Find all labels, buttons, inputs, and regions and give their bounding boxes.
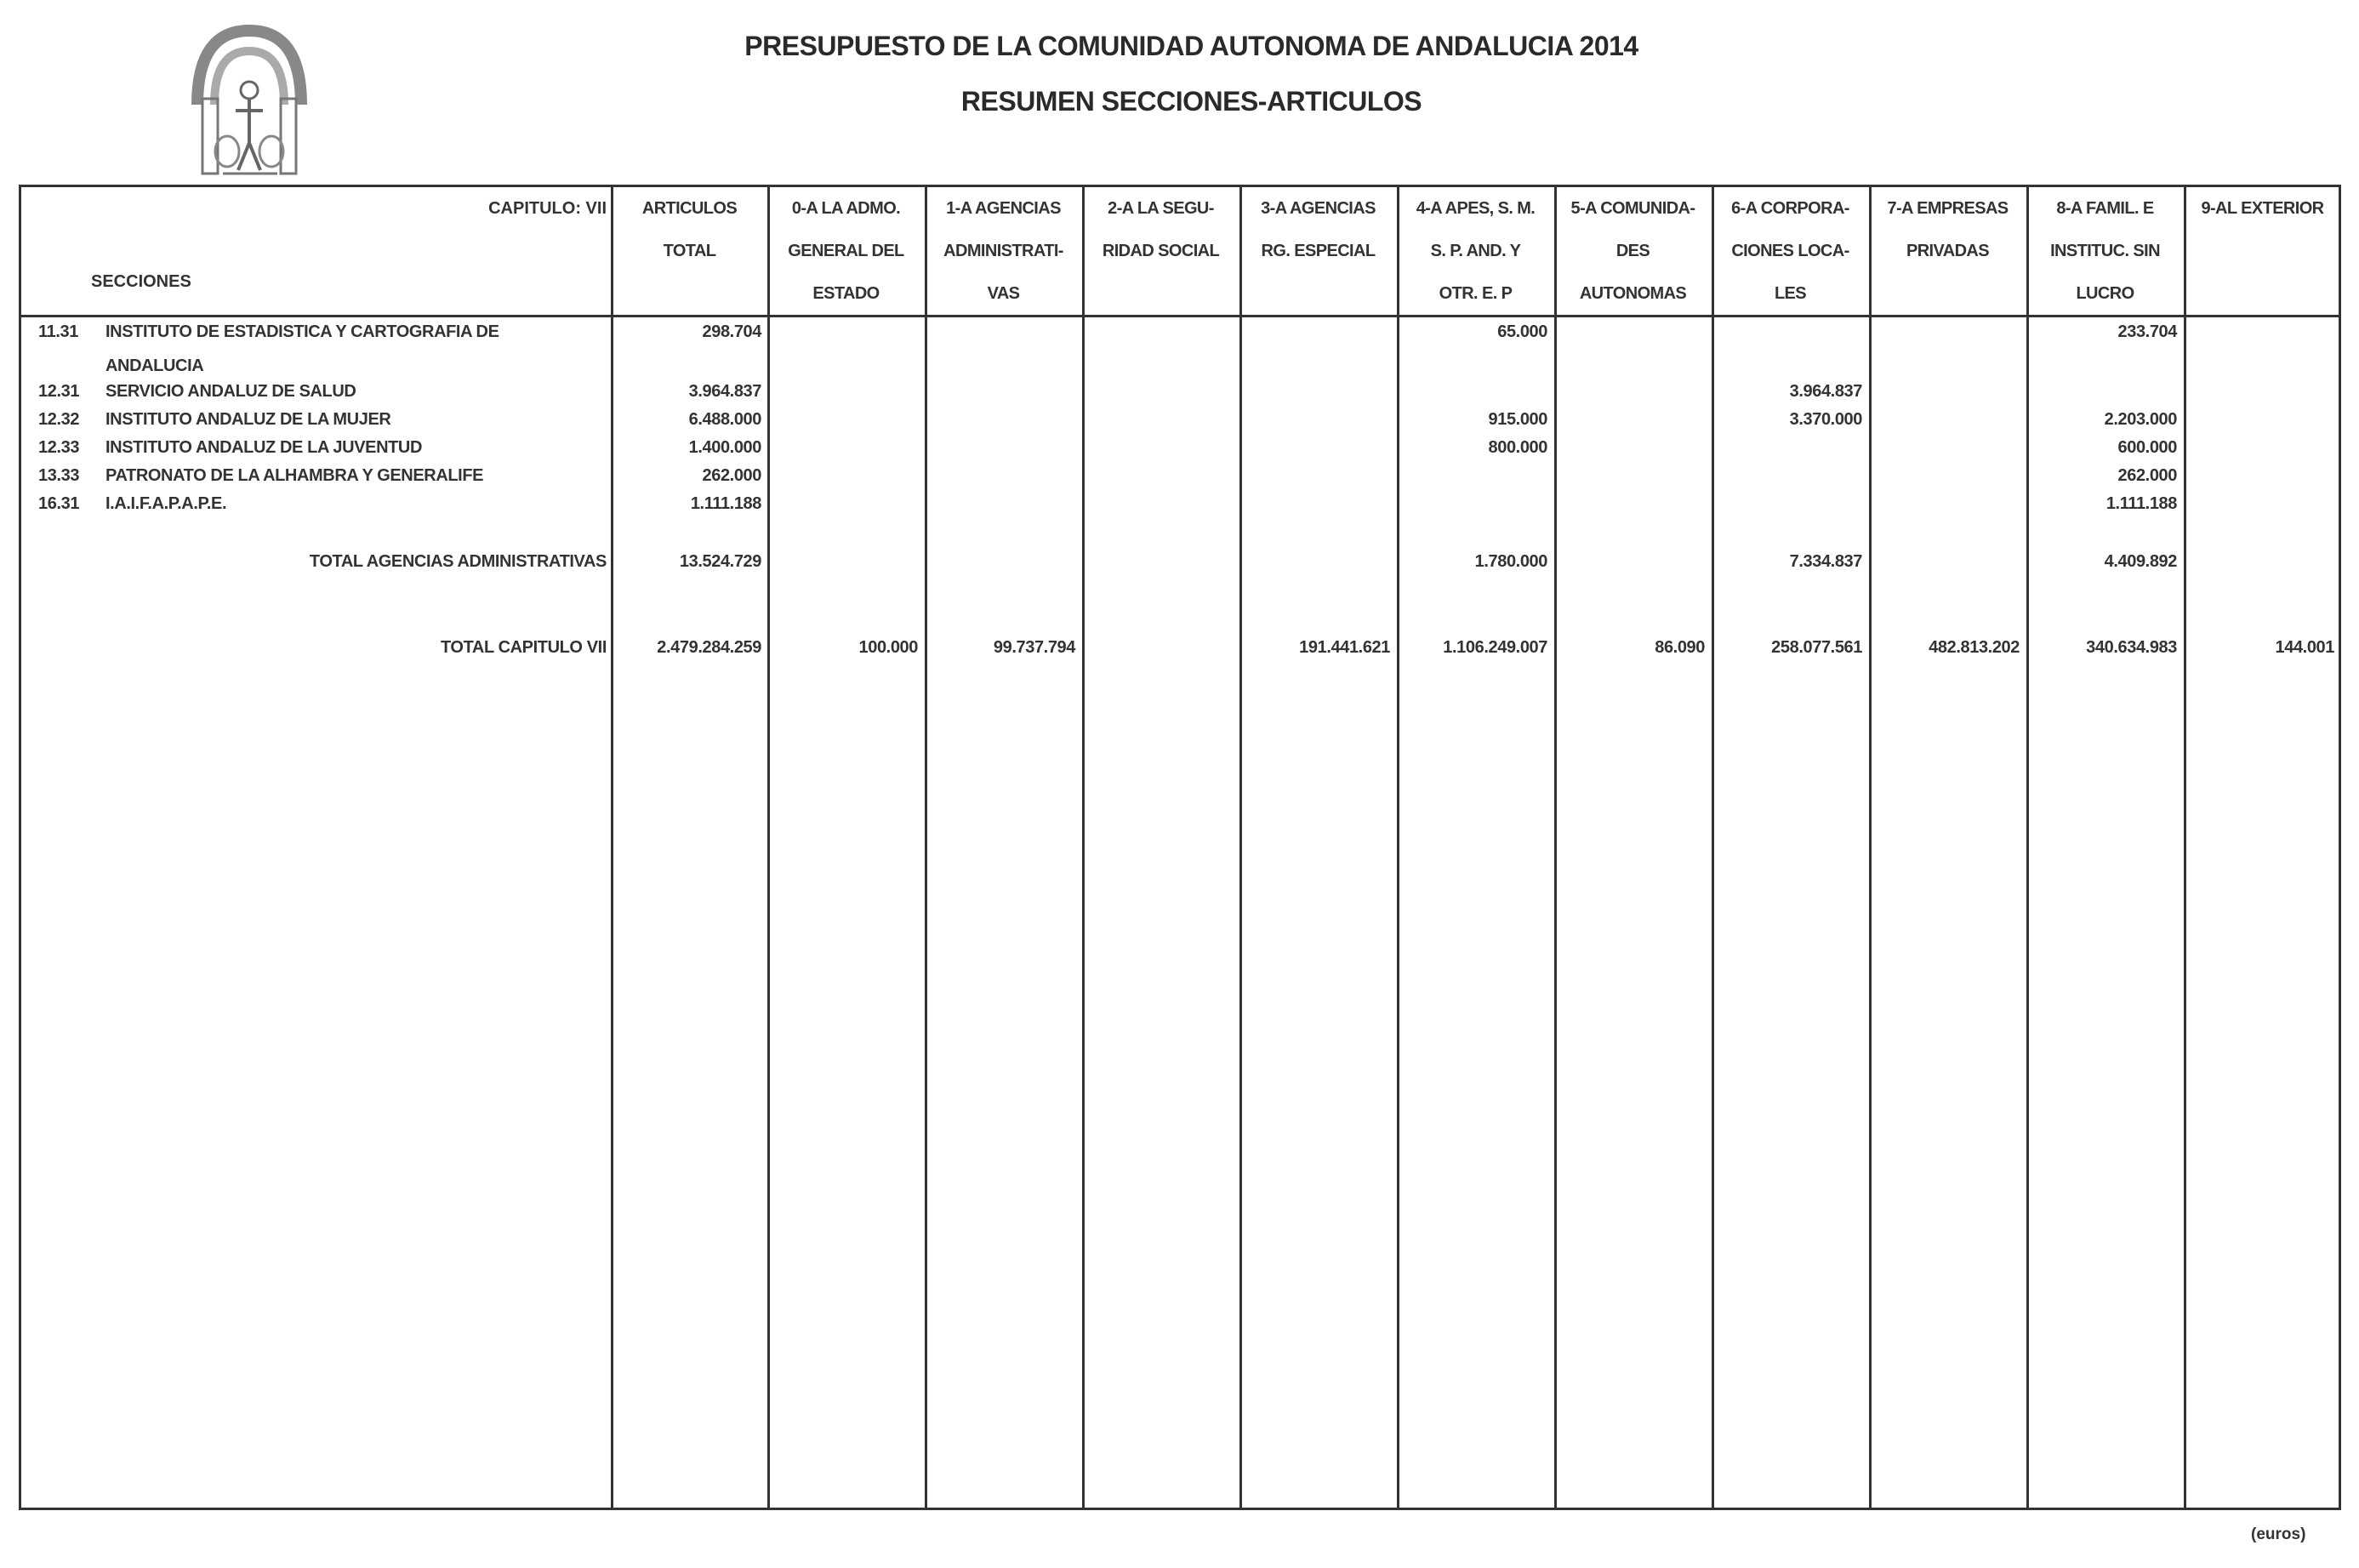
total-row — [21, 630, 2339, 664]
cell-value: 1.111.188 — [690, 494, 761, 513]
column-header-line: DES — [1615, 242, 1650, 260]
cell-value: 262.000 — [2117, 466, 2177, 485]
column-divider — [1712, 187, 1714, 1508]
column-divider — [2026, 187, 2029, 1508]
table-row — [21, 487, 2339, 521]
page-title: PRESUPUESTO DE LA COMUNIDAD AUTONOMA DE ANDALUCIA 2014 — [744, 31, 1638, 61]
column-header-line: LES — [1774, 284, 1807, 303]
column-divider — [1397, 187, 1399, 1508]
section-name: PATRONATO DE LA ALHAMBRA Y GENERALIFE — [105, 466, 484, 485]
column-header-line: 6-A CORPORA- — [1731, 199, 1849, 218]
cell-value: 233.704 — [2117, 322, 2177, 341]
cell-value: 2.203.000 — [2104, 410, 2177, 429]
column-divider — [611, 187, 613, 1508]
column-header-line — [1082, 272, 1239, 315]
column-header — [1869, 187, 2026, 315]
capitulo-label: CAPITULO: VII — [488, 199, 607, 218]
column-divider — [925, 187, 927, 1508]
budget-table — [19, 185, 2341, 1510]
column-header-line — [2184, 272, 2341, 315]
total-row — [21, 545, 2339, 579]
section-code: 16.31 — [38, 494, 80, 513]
column-header-line: 2-A LA SEGU- — [1108, 199, 1214, 218]
cell-value: 13.524.729 — [679, 552, 761, 571]
cell-value: 258.077.561 — [1771, 638, 1862, 657]
column-header-line: PRIVADAS — [1906, 242, 1990, 260]
cell-value: 191.441.621 — [1299, 638, 1390, 657]
cell-value: 1.400.000 — [688, 438, 761, 457]
cell-value: 4.409.892 — [2104, 552, 2177, 571]
column-header-line: RIDAD SOCIAL — [1102, 242, 1220, 260]
column-header — [1082, 187, 1239, 315]
column-divider — [1554, 187, 1557, 1508]
column-header-line: VAS — [987, 284, 1020, 303]
column-header — [611, 187, 768, 315]
section-name: INSTITUTO ANDALUZ DE LA MUJER — [105, 410, 391, 429]
column-header-line: ADMINISTRATI- — [943, 242, 1063, 260]
column-header — [1712, 187, 1869, 315]
cell-value: 3.964.837 — [688, 382, 761, 401]
cell-value: 482.813.202 — [1929, 638, 2020, 657]
cell-value: 262.000 — [702, 466, 761, 485]
column-divider — [1869, 187, 1872, 1508]
column-header-line: AUTONOMAS — [1579, 284, 1687, 303]
cell-value: 65.000 — [1497, 322, 1547, 341]
column-header-line: OTR. E. P — [1439, 284, 1513, 303]
cell-value: 1.780.000 — [1474, 552, 1547, 571]
total-label: TOTAL CAPITULO VII — [440, 638, 607, 657]
cell-value: 3.964.837 — [1789, 382, 1862, 401]
cell-value: 2.479.284.259 — [657, 638, 761, 657]
units-note: (euros) — [2251, 1525, 2306, 1543]
cell-value: 1.106.249.007 — [1443, 638, 1547, 657]
cell-value: 99.737.794 — [993, 638, 1075, 657]
cell-value: 3.370.000 — [1789, 410, 1862, 429]
column-header-line: GENERAL DEL — [788, 242, 904, 260]
column-header-line: 9-AL EXTERIOR — [2201, 199, 2324, 218]
section-name: I.A.I.F.A.P.A.P.E. — [105, 494, 227, 513]
total-label: TOTAL AGENCIAS ADMINISTRATIVAS — [309, 552, 607, 571]
cell-value: 144.001 — [2275, 638, 2334, 657]
cell-value: 1.111.188 — [2105, 494, 2177, 513]
column-header-line: 1-A AGENCIAS — [946, 199, 1061, 218]
cell-value: 86.090 — [1655, 638, 1705, 657]
column-header — [1397, 187, 1554, 315]
column-divider — [767, 187, 770, 1508]
column-header-line: 5-A COMUNIDA- — [1570, 199, 1695, 218]
column-header — [767, 187, 925, 315]
column-header-line: ARTICULOS — [641, 199, 738, 218]
column-header-line: ESTADO — [812, 284, 880, 303]
column-header-line: 4-A APES, S. M. — [1416, 199, 1536, 218]
column-header-line — [1239, 272, 1397, 315]
column-header-line — [611, 272, 768, 315]
column-header-line: LUCRO — [2076, 284, 2134, 303]
column-header-line: TOTAL — [663, 242, 716, 260]
column-divider — [1239, 187, 1242, 1508]
table-row — [21, 315, 2339, 375]
section-name: SERVICIO ANDALUZ DE SALUD — [105, 382, 356, 401]
cell-value: 298.704 — [702, 322, 761, 341]
cell-value: 6.488.000 — [688, 410, 761, 429]
cell-value: 800.000 — [1488, 438, 1547, 457]
column-header — [2026, 187, 2184, 315]
column-divider — [2184, 187, 2186, 1508]
column-header-line — [2184, 230, 2341, 272]
section-code: 13.33 — [38, 466, 80, 485]
column-header — [2184, 187, 2341, 315]
column-header-line: 8-A FAMIL. E — [2056, 199, 2154, 218]
secciones-label: SECCIONES — [91, 272, 191, 291]
page-subtitle: RESUMEN SECCIONES-ARTICULOS — [960, 86, 1422, 117]
column-header-line: RG. ESPECIAL — [1261, 242, 1376, 260]
column-header-line: 7-A EMPRESAS — [1887, 199, 2009, 218]
column-header-line: 3-A AGENCIAS — [1261, 199, 1376, 218]
cell-value: 340.634.983 — [2086, 638, 2177, 657]
cell-value: 7.334.837 — [1789, 552, 1862, 571]
column-header — [925, 187, 1082, 315]
cell-value: 600.000 — [2117, 438, 2177, 457]
column-header-line: INSTITUC. SIN — [2050, 242, 2160, 260]
section-code: 12.33 — [38, 438, 80, 457]
column-header-line: S. P. AND. Y — [1430, 242, 1521, 260]
section-name: INSTITUTO DE ESTADISTICA Y CARTOGRAFIA DE ANDALUCIA — [105, 322, 499, 375]
column-header-line: 0-A LA ADMO. — [791, 199, 901, 218]
column-header-line — [1869, 272, 2026, 315]
column-header-line: CIONES LOCA- — [1731, 242, 1849, 260]
section-code: 12.31 — [38, 382, 80, 401]
column-divider — [1082, 187, 1085, 1508]
column-header — [1554, 187, 1712, 315]
cell-value: 100.000 — [858, 638, 918, 657]
section-code: 11.31 — [38, 322, 78, 341]
section-code: 12.32 — [38, 410, 80, 429]
section-name: INSTITUTO ANDALUZ DE LA JUVENTUD — [105, 438, 423, 457]
column-header — [1239, 187, 1397, 315]
cell-value: 915.000 — [1488, 410, 1547, 429]
